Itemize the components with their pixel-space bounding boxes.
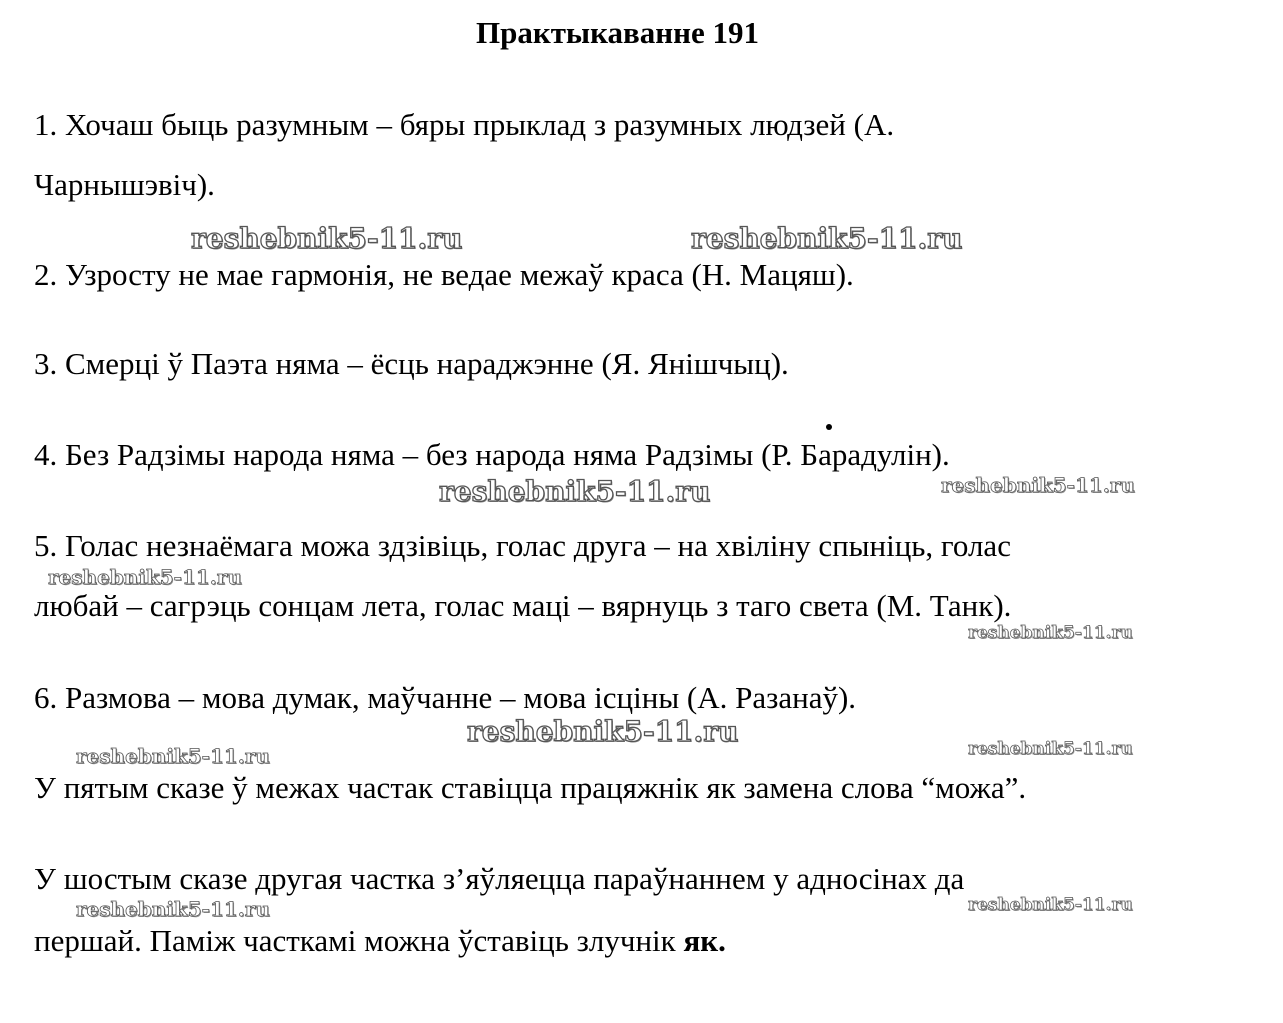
explanation-2-line-2 [34, 922, 726, 960]
sentence-1-line-2: Чарнышэвіч). [34, 167, 215, 202]
watermark: reshebnik5-11.ru [968, 895, 1133, 915]
watermark: reshebnik5-11.ru [467, 715, 739, 748]
sentence-1-line-1: 1. Хочаш быць разумным – бяры прыклад з разумных людзей (А. [34, 107, 895, 142]
sentence-5-line-1: 5. Голас незнаёмага можа здзівіць, голас друга – на хвіліну спыніць, голас [34, 528, 1011, 563]
stray-dot [826, 424, 832, 430]
explanation-2-line-1: У шостым сказе другая частка з’яўляецца параўнаннем у адносінах да [34, 861, 965, 896]
page-title: Практыкаванне 191 [475, 15, 759, 50]
sentence-6: 6. Размова – мова думак, маўчанне – мова ісціны (А. Разанаў). [34, 680, 857, 715]
watermark: reshebnik5-11.ru [439, 475, 711, 508]
sentence-2: 2. Узросту не мае гармонія, не ведае межаў краса (Н. Мацяш). [34, 257, 854, 292]
watermark: reshebnik5-11.ru [968, 623, 1133, 643]
watermark: reshebnik5-11.ru [691, 222, 963, 255]
watermark: reshebnik5-11.ru [76, 897, 270, 921]
watermark: reshebnik5-11.ru [76, 744, 270, 768]
conjunction-bold: як. [683, 923, 726, 958]
watermark: reshebnik5-11.ru [968, 739, 1133, 759]
explanation-1: У пятым сказе ў межах частак ставіцца працяжнік як замена слова “можа”. [34, 770, 1027, 805]
sentence-3: 3. Смерці ў Паэта няма – ёсць нараджэнне (Я. Янішчыц). [34, 346, 789, 381]
sentence-5-line-2: любай – сагрэць сонцам лета, голас маці – вярнуць з таго света (М. Танк). [34, 588, 1012, 623]
watermark: reshebnik5-11.ru [941, 473, 1135, 497]
watermark: reshebnik5-11.ru [191, 222, 463, 255]
sentence-4: 4. Без Радзімы народа няма – без народа няма Радзімы (Р. Барадулін). [34, 437, 950, 472]
watermark: reshebnik5-11.ru [48, 565, 242, 589]
explanation-2-text: першай. Паміж часткамі можна ўставіць злучнік [34, 923, 684, 958]
